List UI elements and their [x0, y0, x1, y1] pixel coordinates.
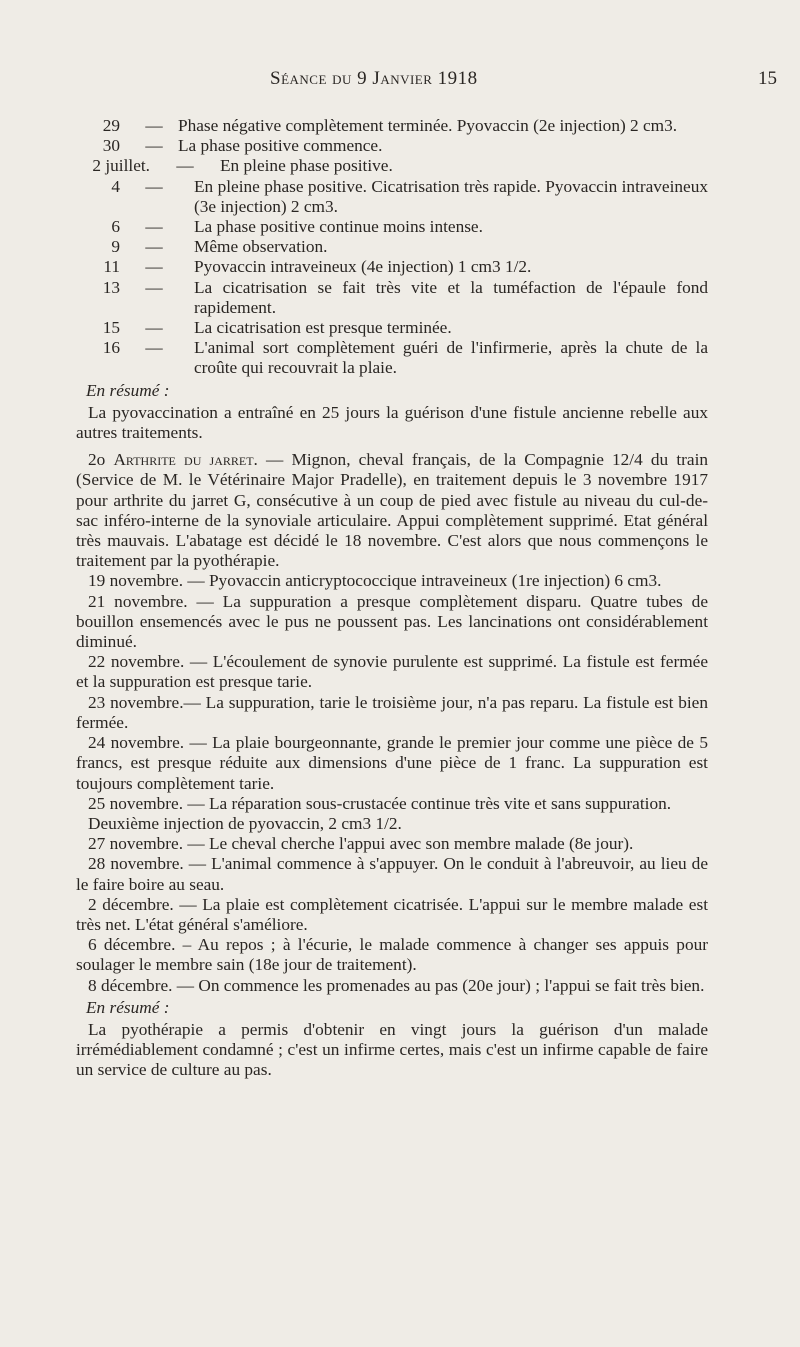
summary-heading-1: En résumé :	[86, 380, 170, 400]
case-2-title: Arthrite du jarret.	[113, 450, 258, 470]
log-entry	[76, 257, 708, 277]
log-entry-dash: —	[145, 338, 163, 358]
log-entry-text: La phase positive continue moins intense.	[194, 217, 483, 237]
page-number: 15	[758, 68, 777, 89]
log-entry-date: 15	[102, 318, 120, 338]
log-entry-text: L'animal sort complètement guéri de l'infirmerie, après la chute de la croûte qui recouvrait la plaie.	[194, 338, 708, 378]
summary-paragraph-1: La pyovaccination a entraîné en 25 jours la guérison d'une fistule ancienne rebelle aux autres traitements.	[76, 402, 708, 443]
log-entry-dash: —	[145, 116, 163, 135]
log-entry-text: En pleine phase positive. Cicatrisation très rapide. Pyovaccin intraveineux (3e injection) 2 cm3.	[194, 176, 708, 216]
log-entry-date: 13	[102, 277, 120, 297]
log-entry-text: La cicatrisation se fait très vite et la tuméfaction de l'épaule fond rapidement.	[194, 277, 708, 317]
log-entry	[76, 116, 708, 136]
log-entry-date: 29	[102, 116, 120, 135]
case-2-entry: 22 novembre. — L'écoulement de synovie purulente est supprimé. La fistule est fermée et la suppuration est presque tarie.	[76, 652, 708, 692]
case-2-entry: 25 novembre. — La réparation sous-crustacée continue très vite et sans suppuration.	[88, 793, 672, 813]
log-entry	[76, 338, 708, 378]
log-entry	[76, 156, 708, 176]
case-2-entry: 23 novembre.— La suppuration, tarie le troisième jour, n'a pas reparu. La fistule est bien fermée.	[76, 692, 708, 732]
case-2-log	[76, 571, 708, 995]
log-entry-date: 30	[102, 136, 120, 156]
running-title: Séance du 9 Janvier 1918	[270, 68, 478, 89]
case-2-entry: 27 novembre. — Le cheval cherche l'appui avec son membre malade (8e jour).	[88, 834, 634, 854]
page-header	[0, 64, 800, 94]
log-entry	[76, 177, 708, 217]
log-entry-dash: —	[145, 176, 163, 196]
log-entry-dash: —	[145, 217, 163, 237]
log-entry	[76, 237, 708, 257]
log-entry-text: La cicatrisation est presque terminée.	[194, 318, 452, 338]
log-entry-text: Même observation.	[194, 237, 328, 257]
log-entry-date: 16	[102, 338, 120, 358]
case-2-entry: 21 novembre. — La suppuration a presque complètement disparu. Quatre tubes de bouillon ensemencés avec le pus ne poussent pas. Les lancinations ont considérablement diminué.	[76, 591, 708, 652]
case-2-entry: 24 novembre. — La plaie bourgeonnante, grande le premier jour comme une pièce de 5 francs, est presque réduite aux dimensions d'une pièce de 1 franc. La suppuration est toujours complètement tarie.	[76, 733, 708, 793]
log-entry	[76, 217, 708, 237]
log-entry-date: 6	[111, 217, 120, 237]
log-entry-date: 11	[103, 257, 120, 277]
log-entry-date: 4	[111, 176, 120, 196]
log-entry-dash: —	[176, 156, 194, 176]
log-entry-text: Phase négative complètement terminée. Pyovaccin (2e injection) 2 cm3.	[178, 116, 678, 135]
case-2-entry: Deuxième injection de pyovaccin, 2 cm3 1/2.	[88, 813, 402, 833]
log-entry	[76, 278, 708, 318]
summary-paragraph-2: La pyothérapie a permis d'obtenir en vingt jours la guérison d'un malade irrémédiablement condamné ; c'est un infirme certes, mais c'est un infirme capable de faire un service de culture au pas.	[76, 1019, 708, 1080]
log-entry-date: 9	[111, 237, 120, 257]
log-entry-dash: —	[145, 136, 163, 156]
case-2-entry: 28 novembre. — L'animal commence à s'appuyer. On le conduit à l'abreuvoir, au lieu de le faire boire au seau.	[76, 854, 708, 894]
body-text	[76, 116, 708, 1081]
log-entry-text: La phase positive commence.	[178, 136, 383, 156]
case-2-number: 2o	[88, 450, 106, 470]
case-2-entry: 19 novembre. — Pyovaccin anticryptococcique intraveineux (1re injection) 6 cm3.	[88, 571, 662, 591]
log-entry-dash: —	[145, 318, 163, 338]
case-2-lead: — Mignon, cheval français, de la Compagnie 12/4 du train (Service de M. le Vétérinaire Major Pradelle), en traitement depuis le 3 novembre 1917 pour arthrite du jarret G, consécutive à un coup de pied avec fistule au niveau du cul-de-sac inféro-interne de la synoviale articulaire. Appui complètement supprimé. Etat général très mauvais. L'abatage est décidé le 18 novembre. C'est alors que nous commençons le traitement par la pyothérapie.	[76, 450, 709, 571]
case-1-log	[76, 116, 708, 379]
log-entry-dash: —	[145, 277, 163, 297]
log-entry-dash: —	[145, 257, 163, 277]
log-entry-date: 2 juillet.	[92, 156, 150, 176]
summary-heading-2: En résumé :	[86, 997, 170, 1017]
log-entry	[76, 136, 708, 156]
log-entry	[76, 318, 708, 338]
case-2-entry: 6 décembre. – Au repos ; à l'écurie, le malade commence à changer ses appuis pour soulager le membre sain (18e jour de traitement).	[76, 935, 708, 975]
log-entry-text: En pleine phase positive.	[220, 156, 393, 176]
case-2-entry: 2 décembre. — La plaie est complètement cicatrisée. L'appui sur le membre malade est très net. L'état général s'améliore.	[76, 894, 708, 934]
case-2-intro	[76, 450, 708, 571]
case-2-entry: 8 décembre. — On commence les promenades au pas (20e jour) ; l'appui se fait très bien.	[88, 975, 705, 995]
log-entry-dash: —	[145, 237, 163, 257]
log-entry-text: Pyovaccin intraveineux (4e injection) 1 cm3 1/2.	[194, 257, 532, 277]
